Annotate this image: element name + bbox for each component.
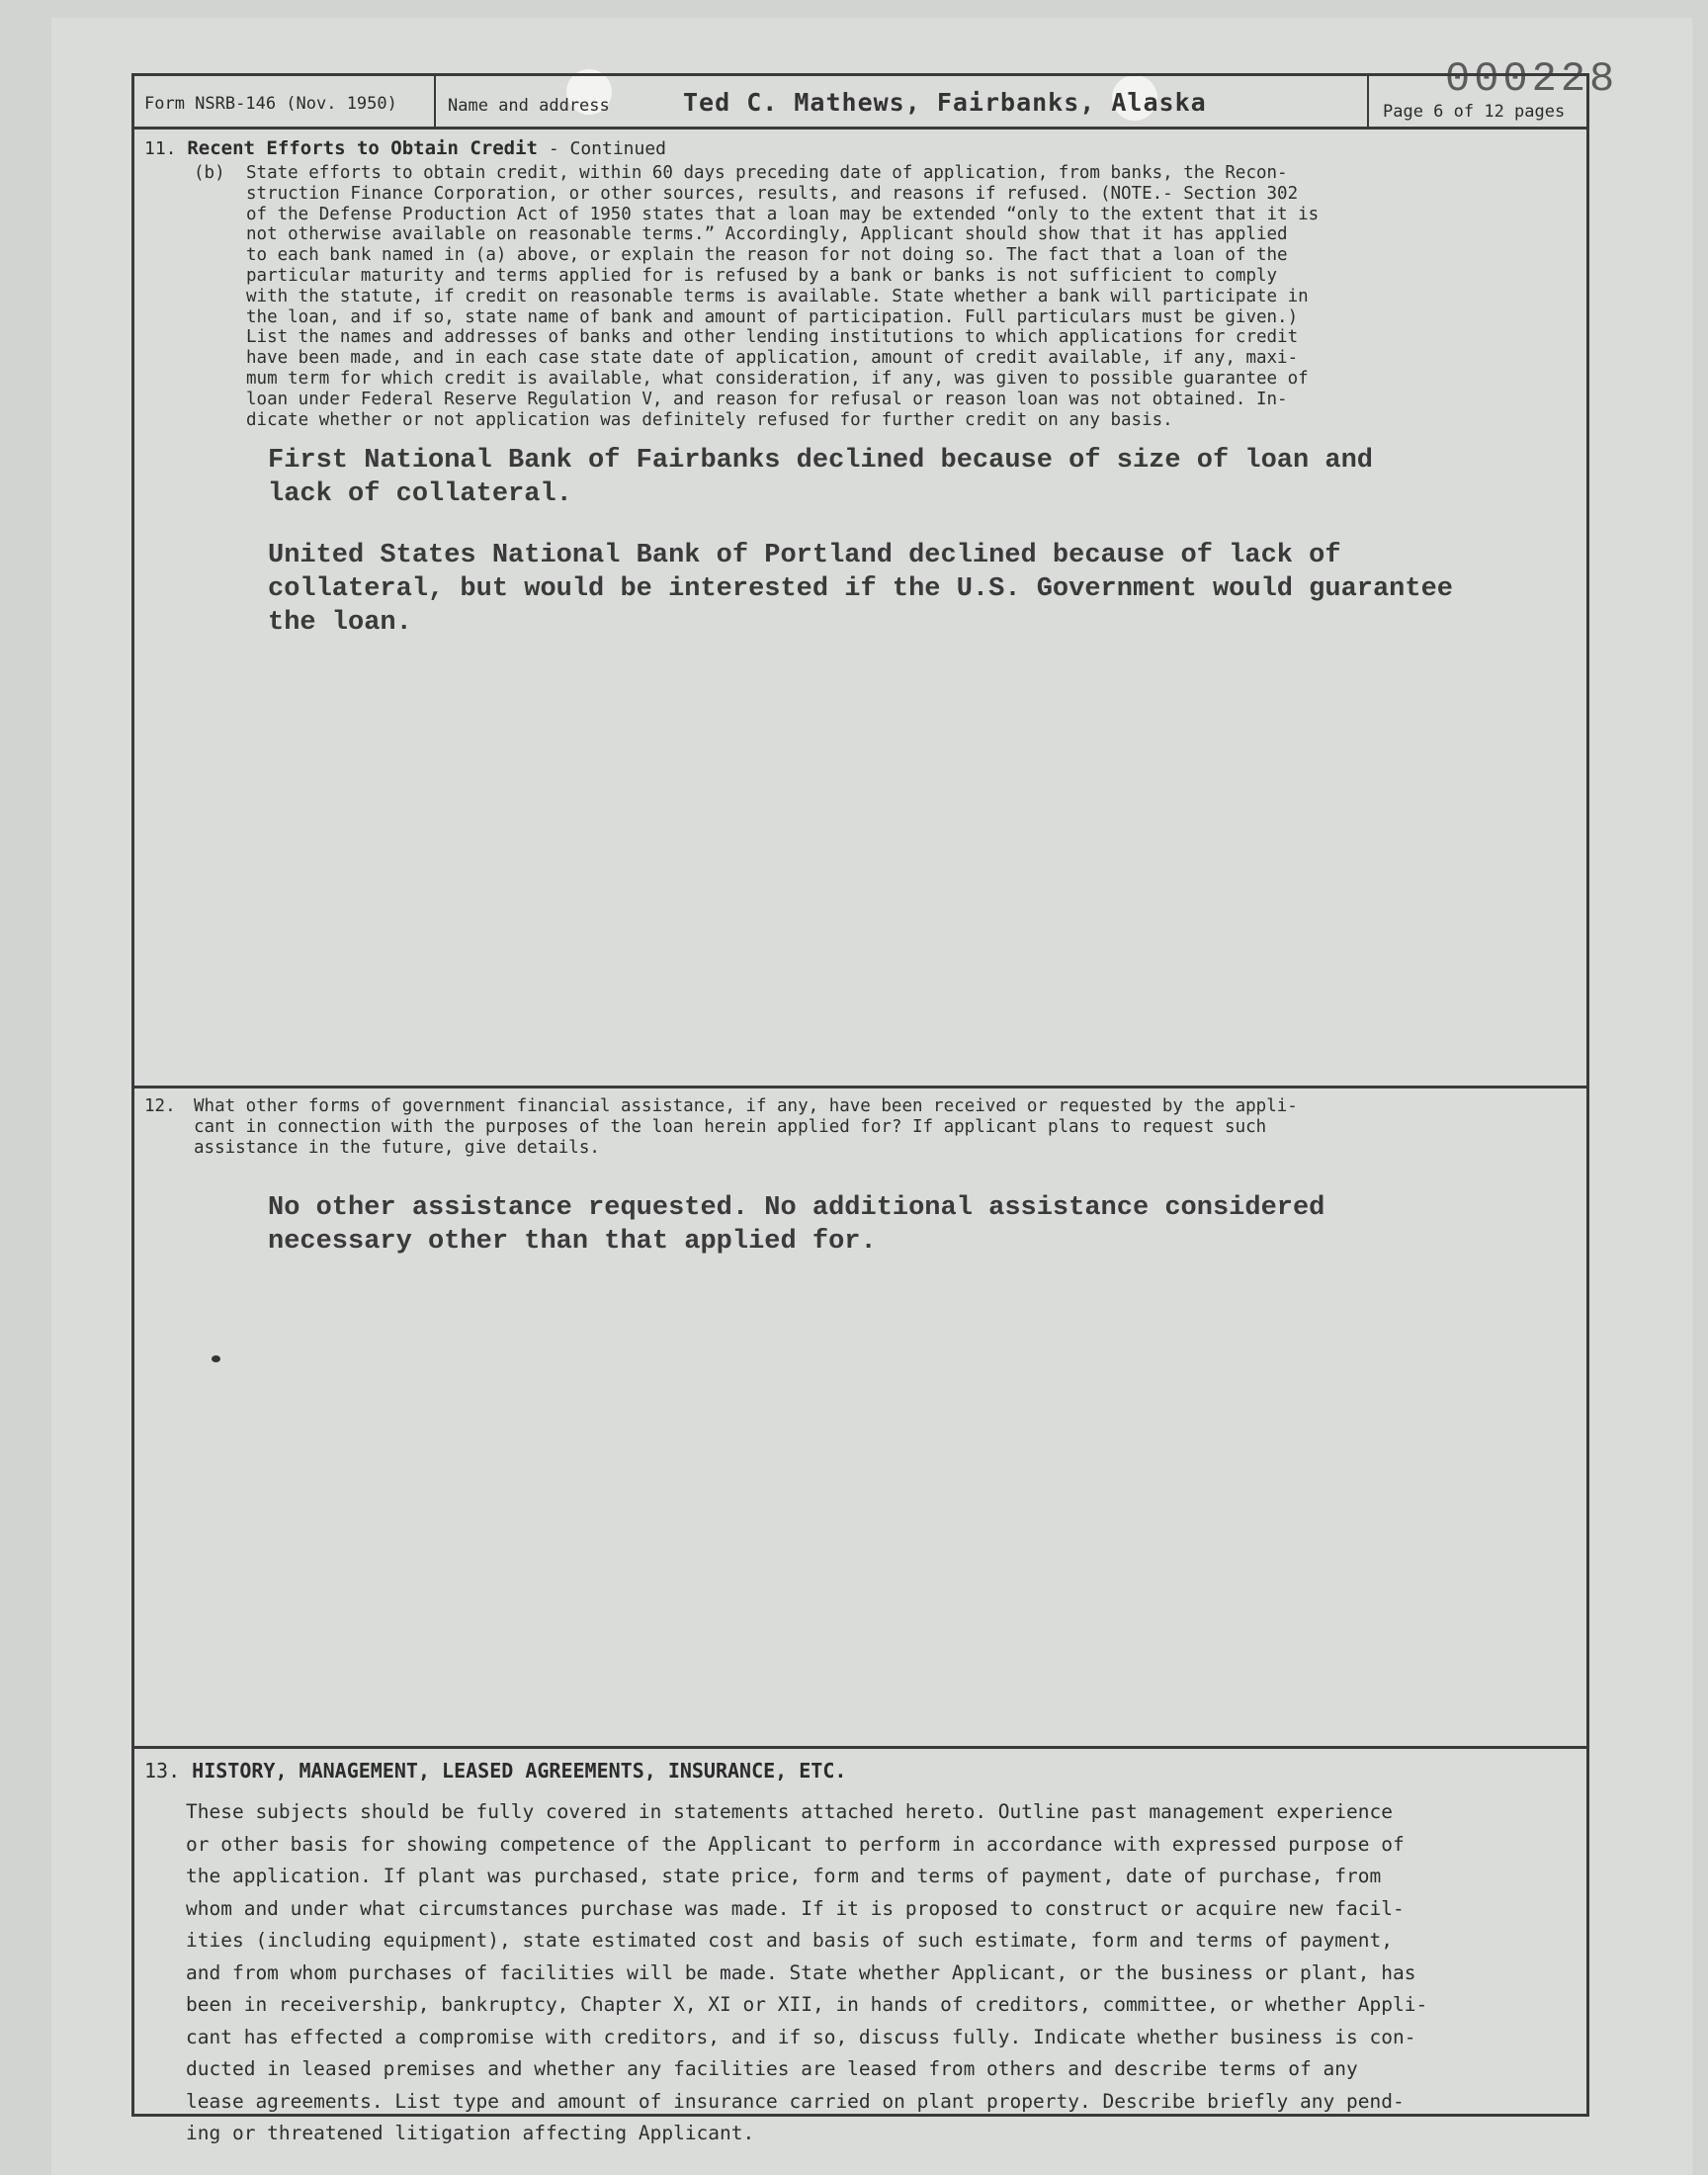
name-value: Ted C. Mathews, Fairbanks, Alaska [683, 88, 1207, 117]
form-frame [131, 73, 1589, 2144]
section-11-heading [144, 137, 666, 159]
section-title: Recent Efforts to Obtain Credit [187, 137, 538, 159]
section-11-answer [268, 444, 1453, 667]
answer-line: necessary other than that applied for. [268, 1227, 877, 1257]
instruction-line: What other forms of government financial assistance, if any, have been received or requested by the appli- [194, 1096, 1298, 1116]
answer-line: the loan. [268, 608, 412, 638]
section-title: HISTORY, MANAGEMENT, LEASED AGREEMENTS, INSURANCE, ETC. [192, 1759, 847, 1783]
answer-paragraph [268, 539, 1453, 640]
section-title-suffix: - Continued [548, 138, 667, 159]
body-line: whom and under what circumstances purchase was made. If it is proposed to construct or acquire new facil- [186, 1896, 1405, 1920]
instruction-line: have been made, and in each case state date of application, amount of credit available, if any, maxi- [246, 348, 1299, 369]
instruction-line: mum term for which credit is available, what consideration, if any, was given to possible guarantee of [246, 368, 1309, 389]
subpart-label: (b) [194, 163, 225, 183]
body-line: ducted in leased premises and whether any facilities are leased from others and describe terms of any [186, 2057, 1358, 2080]
name-label: Name and address [448, 96, 610, 116]
body-line: and from whom purchases of facilities will be made. State whether Applicant, or the business or plant, has [186, 1960, 1416, 1984]
instruction-line: the loan, and if so, state name of bank and amount of participation. Full particulars must be given.) [246, 306, 1299, 327]
body-line: or other basis for showing competence of the Applicant to perform in accordance with expressed purpose of [186, 1832, 1405, 1856]
body-line: been in receivership, bankruptcy, Chapter X, XI or XII, in hands of creditors, committee, or whether Appli- [186, 1993, 1428, 2016]
instruction-line: loan under Federal Reserve Regulation V, and reason for refusal or reason loan was not obtained. In- [246, 389, 1288, 409]
answer-line: collateral, but would be interested if the U.S. Government would guarantee [268, 574, 1453, 604]
section-12-instructions [194, 1096, 1578, 1158]
section-13 [134, 1749, 1586, 2144]
body-line: cant has effected a compromise with creditors, and if so, discuss fully. Indicate whether business is con- [186, 2025, 1416, 2048]
section-number: 13. [144, 1759, 181, 1783]
instruction-line: with the statute, if credit on reasonable terms is available. State whether a bank will participate in [246, 286, 1309, 306]
answer-paragraph [268, 444, 1453, 511]
section-11 [134, 130, 1586, 1088]
instruction-line: cant in connection with the purposes of the loan herein applied for? If applicant plans to request such [194, 1116, 1267, 1137]
instruction-line: particular maturity and terms applied for is refused by a bank or banks is not sufficient to comply [246, 265, 1278, 286]
name-address-cell [436, 76, 1369, 127]
instruction-line: List the names and addresses of banks and other lending institutions to which applications for credit [246, 327, 1299, 348]
instruction-line: to each bank named in (a) above, or explain the reason for not doing so. The fact that a loan of the [246, 245, 1288, 266]
section-13-heading [144, 1759, 846, 1783]
answer-line: lack of collateral. [268, 479, 572, 509]
section-12 [134, 1088, 1586, 1749]
body-line: ities (including equipment), state estimated cost and basis of such estimate, form and terms of payment, [186, 1929, 1393, 1952]
instruction-line: assistance in the future, give details. [194, 1137, 600, 1158]
document-number-stamp: 000228 [1445, 55, 1619, 103]
instruction-line: not otherwise available on reasonable terms.” Accordingly, Applicant should show that it has applied [246, 224, 1288, 245]
body-line: lease agreements. List type and amount of insurance carried on plant property. Describe briefly any pend- [186, 2089, 1405, 2113]
instruction-line: State efforts to obtain credit, within 60 days preceding date of application, from banks, the Recon- [246, 163, 1288, 183]
body-line: the application. If plant was purchased, state price, form and terms of payment, date of purchase, from [186, 1865, 1382, 1887]
instruction-line: struction Finance Corporation, or other sources, results, and reasons if refused. (NOTE.- Section 302 [246, 183, 1299, 204]
section-13-body [186, 1796, 1560, 2150]
form-id: Form NSRB-146 (Nov. 1950) [134, 76, 436, 127]
instruction-line: dicate whether or not application was definitely refused for further credit on any basis. [246, 409, 1173, 430]
ink-dot [212, 1355, 220, 1362]
section-11-instructions [246, 163, 1590, 430]
section-12-answer [268, 1191, 1324, 1259]
page-indicator: Page 6 of 12 pages [1383, 102, 1566, 122]
answer-line: First National Bank of Fairbanks declined because of size of loan and [268, 446, 1373, 476]
body-line: These subjects should be fully covered in statements attached hereto. Outline past management experience [186, 1800, 1393, 1823]
section-number: 12. [144, 1096, 176, 1116]
body-line: ing or threatened litigation affecting Applicant. [186, 2122, 755, 2144]
form-header [134, 76, 1586, 130]
answer-line: No other assistance requested. No additional assistance considered [268, 1193, 1325, 1223]
instruction-line: of the Defense Production Act of 1950 states that a loan may be extended “only to the extent that it is [246, 204, 1320, 224]
answer-line: United States National Bank of Portland declined because of lack of [268, 541, 1341, 570]
section-number: 11. [144, 138, 177, 159]
